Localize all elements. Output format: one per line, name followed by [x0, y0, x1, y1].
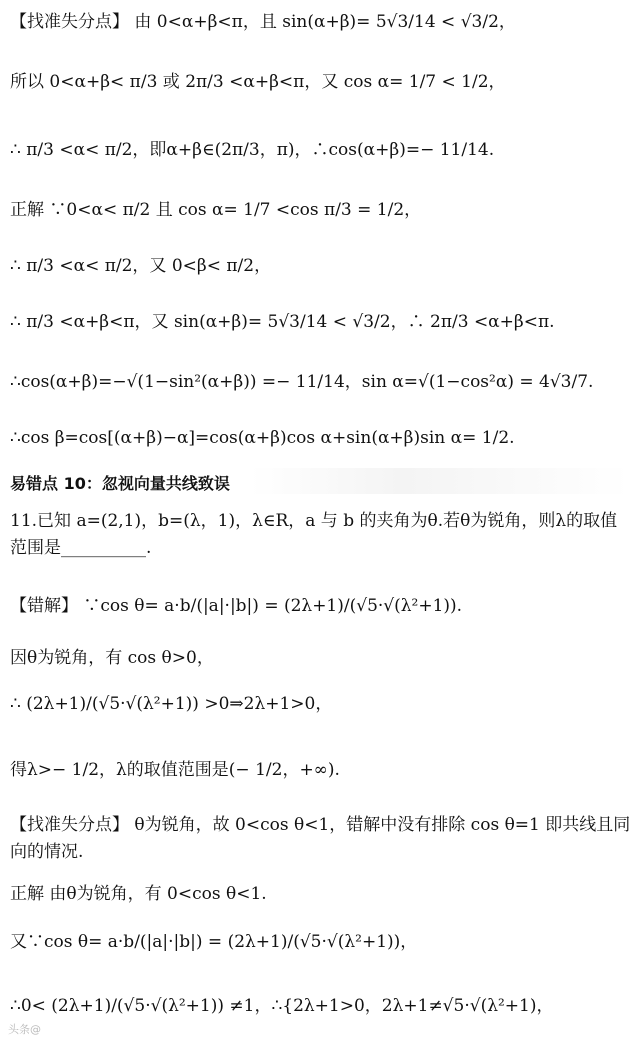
line-8: ∴cos β=cos[(α+β)−α]=cos(α+β)cos α+sin(α+β)sin α= 1/2.	[10, 428, 515, 448]
line-7: ∴cos(α+β)=−√(1−sin²(α+β)) =− 11/14，sin α=√(1−cos²α) = 4√3/7.	[10, 372, 594, 392]
wrong-solution: 【错解】 ∵cos θ= a·b/(|a|·|b|) = (2λ+1)/(√5·√(λ²+1)).	[10, 596, 463, 616]
line-2: 所以 0<α+β< π/3 或 2π/3 <α+β<π，又 cos α= 1/7 < 1/2，	[10, 72, 506, 92]
line-cos: 又∵cos θ= a·b/(|a|·|b|) = (2λ+1)/(√5·√(λ²+1))，	[10, 932, 418, 952]
line-5: ∴ π/3 <α< π/2，又 0<β< π/2，	[10, 256, 272, 276]
line-range: 得λ>− 1/2，λ的取值范围是(− 1/2，+∞).	[10, 760, 340, 780]
line-correct: 正解 由θ为锐角，有 0<cos θ<1.	[10, 884, 267, 904]
problem-11: 11.已知 a=(2,1)，b=(λ，1)，λ∈R，a 与 b 的夹角为θ.若θ为锐角，则λ的取值范围是__________.	[10, 511, 618, 558]
line-acute: 因θ为锐角，有 cos θ>0，	[10, 648, 214, 668]
line-4: 正解 ∵0<α< π/2 且 cos α= 1/7 <cos π/3 = 1/2，	[10, 200, 422, 220]
watermark: 头条@	[8, 1023, 41, 1036]
line-6: ∴ π/3 <α+β<π，又 sin(α+β)= 5√3/14 < √3/2，∴ 2π/3 <α+β<π.	[10, 312, 555, 332]
line-1: 【找准失分点】 由 0<α+β<π，且 sin(α+β)= 5√3/14 < √3/2，	[10, 12, 516, 32]
line-find-error: 【找准失分点】 θ为锐角，故 0<cos θ<1，错解中没有排除 cos θ=1 即共线且同向的情况.	[10, 815, 631, 862]
line-ineq: ∴ (2λ+1)/(√5·√(λ²+1)) >0⇒2λ+1>0，	[10, 694, 333, 714]
line-system: ∴0< (2λ+1)/(√5·√(λ²+1)) ≠1，∴{2λ+1>0，2λ+1≠√5·√(λ²+1)，	[10, 996, 554, 1016]
line-3: ∴ π/3 <α< π/2，即α+β∈(2π/3，π)，∴cos(α+β)=− 11/14.	[10, 140, 495, 160]
section-heading: 易错点 10：忽视向量共线致误	[10, 474, 230, 493]
